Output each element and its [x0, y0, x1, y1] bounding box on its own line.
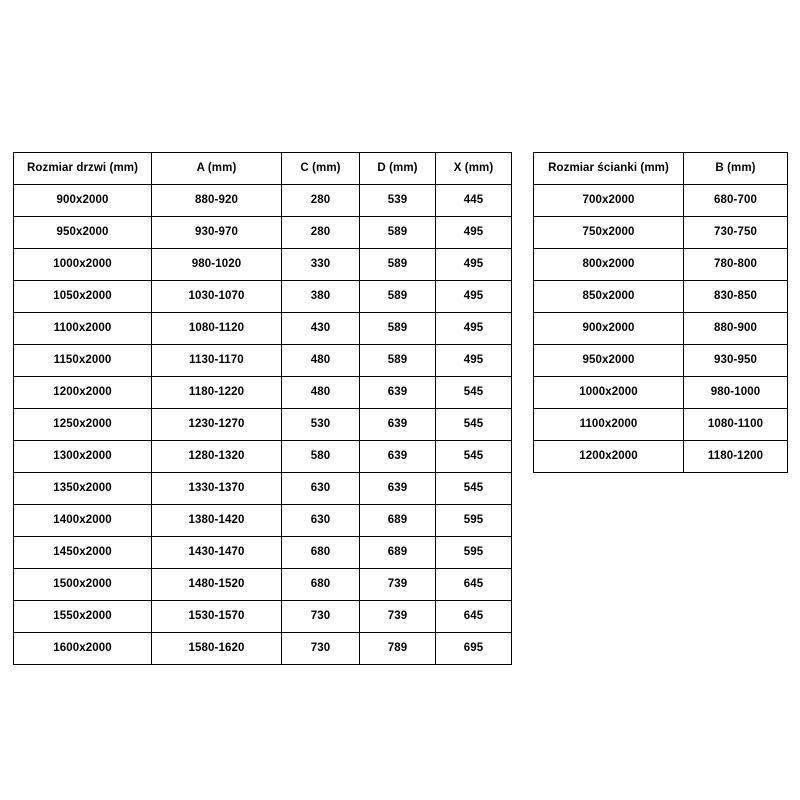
table-cell: 730-750 [684, 217, 788, 249]
table-row [14, 409, 512, 441]
table-cell: 680 [282, 569, 360, 601]
table-cell: 1000x2000 [534, 377, 684, 409]
table-row [14, 345, 512, 377]
table-cell: 950x2000 [534, 345, 684, 377]
column-header: X (mm) [436, 153, 512, 185]
wall-size-table [533, 152, 788, 473]
table-cell: 430 [282, 313, 360, 345]
table-cell: 545 [436, 377, 512, 409]
table-cell: 830-850 [684, 281, 788, 313]
table-cell: 639 [360, 473, 436, 505]
table-cell: 280 [282, 185, 360, 217]
table-cell: 880-900 [684, 313, 788, 345]
table-cell: 645 [436, 569, 512, 601]
table-row [14, 217, 512, 249]
table-cell: 689 [360, 537, 436, 569]
table-cell: 530 [282, 409, 360, 441]
table-cell: 780-800 [684, 249, 788, 281]
table-row [534, 313, 788, 345]
table-cell: 1480-1520 [152, 569, 282, 601]
column-header: D (mm) [360, 153, 436, 185]
table-row [534, 217, 788, 249]
table-cell: 1050x2000 [14, 281, 152, 313]
table-cell: 589 [360, 345, 436, 377]
door-table-body [14, 185, 512, 665]
table-row [14, 633, 512, 665]
table-cell: 1380-1420 [152, 505, 282, 537]
table-row [534, 345, 788, 377]
table-cell: 639 [360, 409, 436, 441]
table-cell: 1550x2000 [14, 601, 152, 633]
table-cell: 589 [360, 313, 436, 345]
table-cell: 739 [360, 569, 436, 601]
table-cell: 950x2000 [14, 217, 152, 249]
table-cell: 1580-1620 [152, 633, 282, 665]
table-cell: 1080-1100 [684, 409, 788, 441]
table-cell: 630 [282, 505, 360, 537]
table-cell: 1250x2000 [14, 409, 152, 441]
table-cell: 480 [282, 377, 360, 409]
table-cell: 545 [436, 473, 512, 505]
table-cell: 900x2000 [14, 185, 152, 217]
table-cell: 630 [282, 473, 360, 505]
table-row [14, 473, 512, 505]
table-cell: 1180-1220 [152, 377, 282, 409]
table-cell: 589 [360, 217, 436, 249]
table-cell: 739 [360, 601, 436, 633]
table-cell: 539 [360, 185, 436, 217]
table-cell: 1200x2000 [534, 441, 684, 473]
table-cell: 1230-1270 [152, 409, 282, 441]
table-row [14, 313, 512, 345]
table-cell: 589 [360, 281, 436, 313]
table-row [14, 185, 512, 217]
door-table-header [14, 153, 512, 185]
table-cell: 680 [282, 537, 360, 569]
column-header: B (mm) [684, 153, 788, 185]
table-row [14, 281, 512, 313]
table-cell: 495 [436, 249, 512, 281]
table-cell: 930-950 [684, 345, 788, 377]
table-row [14, 441, 512, 473]
table-cell: 1180-1200 [684, 441, 788, 473]
table-cell: 789 [360, 633, 436, 665]
table-cell: 695 [436, 633, 512, 665]
table-cell: 750x2000 [534, 217, 684, 249]
table-cell: 280 [282, 217, 360, 249]
table-cell: 589 [360, 249, 436, 281]
table-cell: 545 [436, 441, 512, 473]
table-cell: 1200x2000 [14, 377, 152, 409]
door-size-table [13, 152, 512, 665]
table-cell: 680-700 [684, 185, 788, 217]
table-cell: 1400x2000 [14, 505, 152, 537]
wall-table-body [534, 185, 788, 473]
table-row [14, 505, 512, 537]
table-cell: 980-1020 [152, 249, 282, 281]
column-header: Rozmiar ścianki (mm) [534, 153, 684, 185]
table-row [14, 377, 512, 409]
table-cell: 595 [436, 505, 512, 537]
table-cell: 1280-1320 [152, 441, 282, 473]
table-cell: 1530-1570 [152, 601, 282, 633]
table-cell: 1000x2000 [14, 249, 152, 281]
table-cell: 730 [282, 601, 360, 633]
table-cell: 1150x2000 [14, 345, 152, 377]
table-cell: 1600x2000 [14, 633, 152, 665]
table-cell: 495 [436, 217, 512, 249]
table-cell: 495 [436, 313, 512, 345]
table-cell: 580 [282, 441, 360, 473]
table-cell: 1100x2000 [14, 313, 152, 345]
table-cell: 595 [436, 537, 512, 569]
table-cell: 639 [360, 377, 436, 409]
table-cell: 495 [436, 345, 512, 377]
wall-table-header [534, 153, 788, 185]
table-header-row [14, 153, 512, 185]
table-cell: 800x2000 [534, 249, 684, 281]
table-cell: 1130-1170 [152, 345, 282, 377]
table-cell: 380 [282, 281, 360, 313]
table-row [14, 569, 512, 601]
table-row [14, 249, 512, 281]
table-cell: 545 [436, 409, 512, 441]
table-cell: 645 [436, 601, 512, 633]
table-row [14, 537, 512, 569]
table-cell: 980-1000 [684, 377, 788, 409]
table-cell: 1500x2000 [14, 569, 152, 601]
table-cell: 1100x2000 [534, 409, 684, 441]
table-cell: 1450x2000 [14, 537, 152, 569]
table-cell: 700x2000 [534, 185, 684, 217]
table-row [534, 281, 788, 313]
table-cell: 1030-1070 [152, 281, 282, 313]
table-cell: 1080-1120 [152, 313, 282, 345]
table-cell: 930-970 [152, 217, 282, 249]
table-cell: 880-920 [152, 185, 282, 217]
table-cell: 1430-1470 [152, 537, 282, 569]
table-cell: 480 [282, 345, 360, 377]
table-cell: 900x2000 [534, 313, 684, 345]
table-cell: 850x2000 [534, 281, 684, 313]
table-cell: 1330-1370 [152, 473, 282, 505]
table-cell: 1300x2000 [14, 441, 152, 473]
table-row [534, 185, 788, 217]
table-row [534, 409, 788, 441]
table-header-row [534, 153, 788, 185]
table-cell: 730 [282, 633, 360, 665]
table-cell: 1350x2000 [14, 473, 152, 505]
table-cell: 445 [436, 185, 512, 217]
table-cell: 639 [360, 441, 436, 473]
column-header: Rozmiar drzwi (mm) [14, 153, 152, 185]
table-cell: 689 [360, 505, 436, 537]
table-row [534, 249, 788, 281]
table-cell: 330 [282, 249, 360, 281]
table-row [534, 377, 788, 409]
column-header: C (mm) [282, 153, 360, 185]
table-row [14, 601, 512, 633]
column-header: A (mm) [152, 153, 282, 185]
table-row [534, 441, 788, 473]
table-cell: 495 [436, 281, 512, 313]
